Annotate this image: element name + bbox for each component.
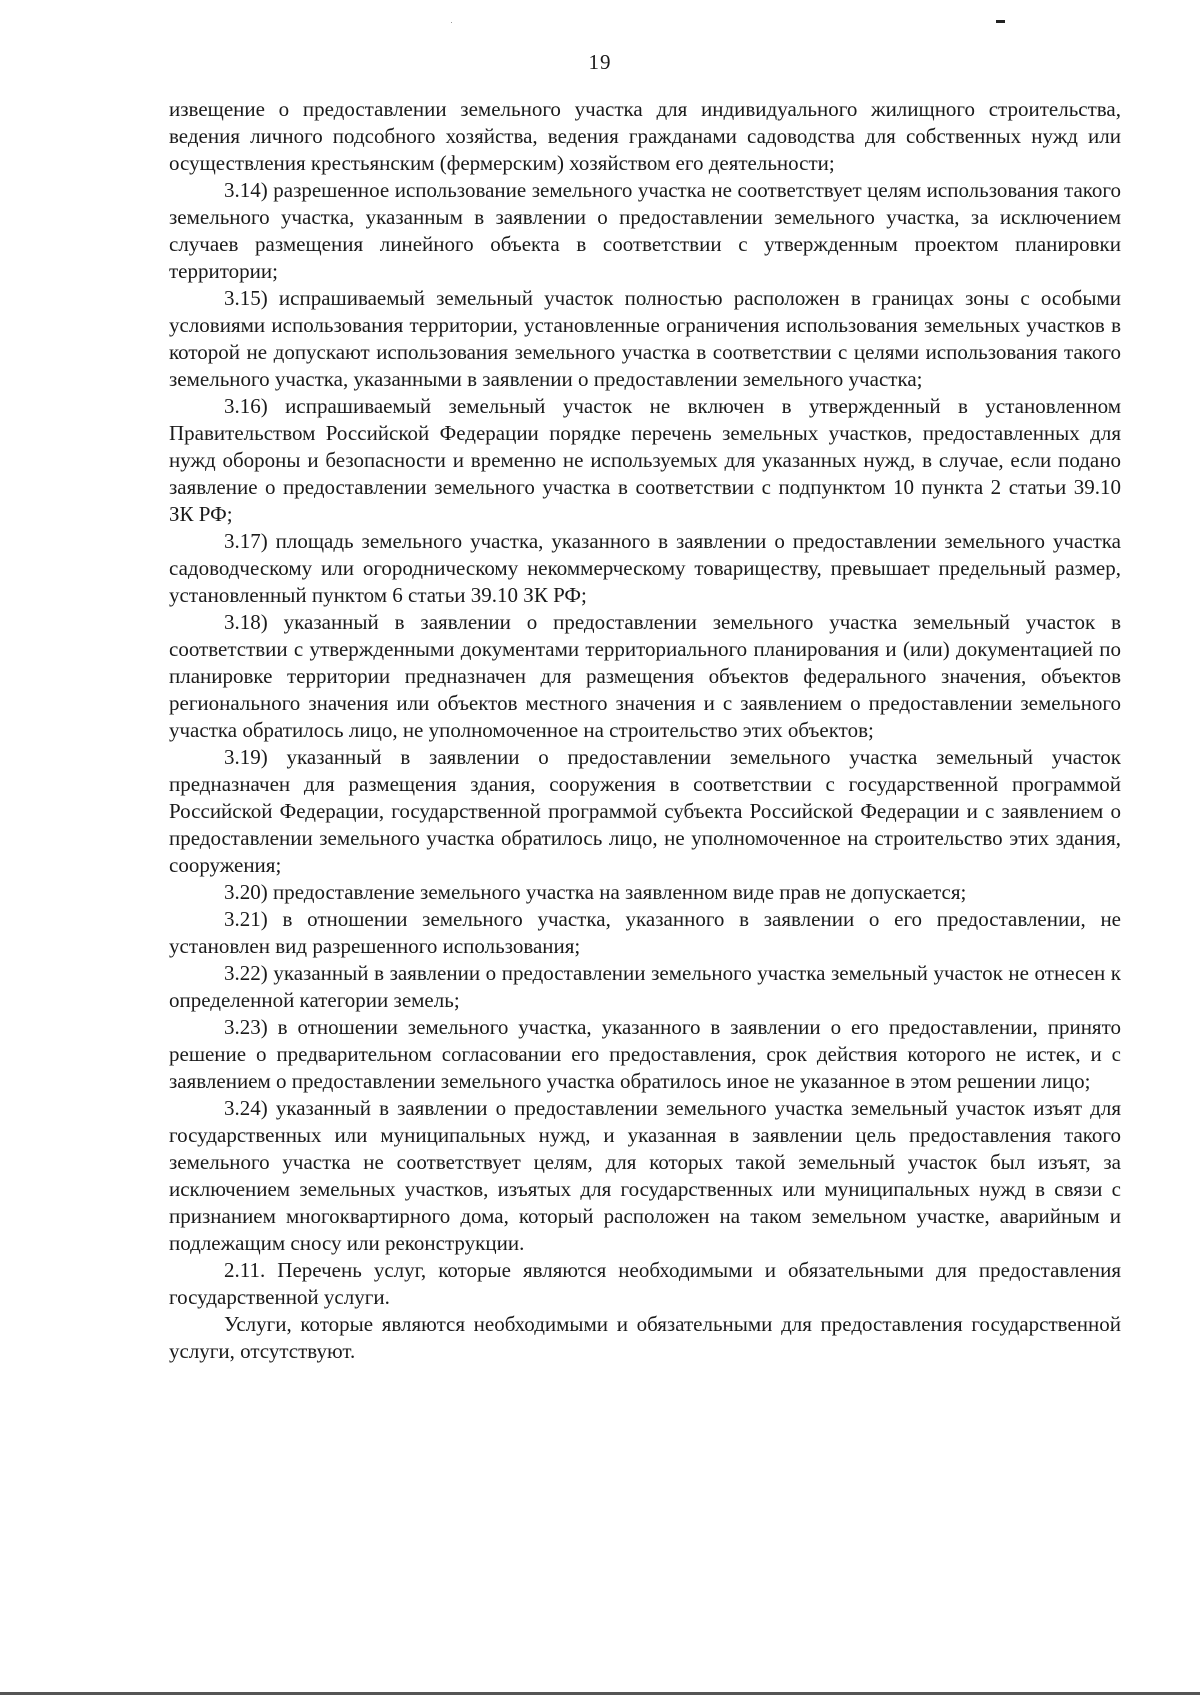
paragraph-3-15: 3.15) испрашиваемый земельный участок полностью расположен в границах зоны с особыми условиями использования территории, установленные ограничения использования земельных участков в которой не допускают использования земельного участка в соответствии с целями использования такого земельного участка, указанными в заявлении о предоставлении земельного участка; xyxy=(169,286,1121,391)
paragraph-3-22: 3.22) указанный в заявлении о предоставлении земельного участка земельный участок не отнесен к определенной категории земель; xyxy=(169,961,1121,1012)
paragraph-3-23: 3.23) в отношении земельного участка, указанного в заявлении о его предоставлении, принято решение о предварительном согласовании его предоставления, срок действия которого не истек, и с заявлением о предоставлении земельного участка обратилось иное не указанное в этом решении лицо; xyxy=(169,1015,1121,1093)
paragraph-continuation: извещение о предоставлении земельного участка для индивидуального жилищного строительства, ведения личного подсобного хозяйства, ведения гражданами садоводства для собственных нужд или осуществления крестьянским (фермерским) хозяйством его деятельности; xyxy=(169,97,1121,175)
page-number: 19 xyxy=(588,50,612,74)
paragraph-3-16: 3.16) испрашиваемый земельный участок не включен в утвержденный в установленном Правительством Российской Федерации порядке перечень земельных участков, предоставленных для нужд обороны и безопасности и временно не используемых для указанных нужд, в случае, если подано заявление о предоставлении земельного участка в соответствии с подпунктом 10 пункта 2 статьи 39.10 ЗК РФ; xyxy=(169,394,1121,526)
paragraph-3-18: 3.18) указанный в заявлении о предоставлении земельного участка земельный участок в соответствии с утвержденными документами территориального планирования и (или) документацией по планировке территории предназначен для размещения объектов федерального значения, объектов регионального значения или объектов местного значения и с заявлением о предоставлении земельного участка обратилось лицо, не уполномоченное на строительство этих объектов; xyxy=(169,610,1121,742)
paragraph-3-24: 3.24) указанный в заявлении о предоставлении земельного участка земельный участок изъят для государственных или муниципальных нужд, и указанная в заявлении цель предоставления такого земельного участка не соответствует целям, для которых такой земельный участок был изъят, за исключением земельных участков, изъятых для государственных или муниципальных нужд в связи с признанием многоквартирного дома, который расположен на таком земельном участке, аварийным и подлежащим сносу или реконструкции. xyxy=(169,1096,1121,1255)
paragraph-3-21: 3.21) в отношении земельного участка, указанного в заявлении о его предоставлении, не установлен вид разрешенного использования; xyxy=(169,907,1121,958)
document-body xyxy=(169,96,1121,1365)
paragraph-3-20: 3.20) предоставление земельного участка на заявленном виде прав не допускается; xyxy=(224,880,967,904)
scan-speck xyxy=(451,22,452,23)
paragraph-3-19: 3.19) указанный в заявлении о предоставлении земельного участка земельный участок предназначен для размещения здания, сооружения в соответствии с государственной программой Российской Федерации, государственной программой субъекта Российской Федерации и с заявлением о предоставлении земельного участка обратилось лицо, не уполномоченное на строительство этих здания, сооружения; xyxy=(169,745,1121,877)
paragraph-services: Услуги, которые являются необходимыми и обязательными для предоставления государственной услуги, отсутствуют. xyxy=(169,1312,1121,1363)
paragraph-3-17: 3.17) площадь земельного участка, указанного в заявлении о предоставлении земельного участка садоводческому или огородническому некоммерческому товариществу, превышает предельный размер, установленный пунктом 6 статьи 39.10 ЗК РФ; xyxy=(169,529,1121,607)
paragraph-2-11: 2.11. Перечень услуг, которые являются необходимыми и обязательными для предоставления государственной услуги. xyxy=(169,1258,1121,1309)
scan-bottom-edge xyxy=(0,1692,1200,1695)
scan-mark xyxy=(996,20,1005,23)
paragraph-3-14: 3.14) разрешенное использование земельного участка не соответствует целям использования такого земельного участка, указанным в заявлении о предоставлении земельного участка, за исключением случаев размещения линейного объекта в соответствии с утвержденным проектом планировки территории; xyxy=(169,178,1121,283)
